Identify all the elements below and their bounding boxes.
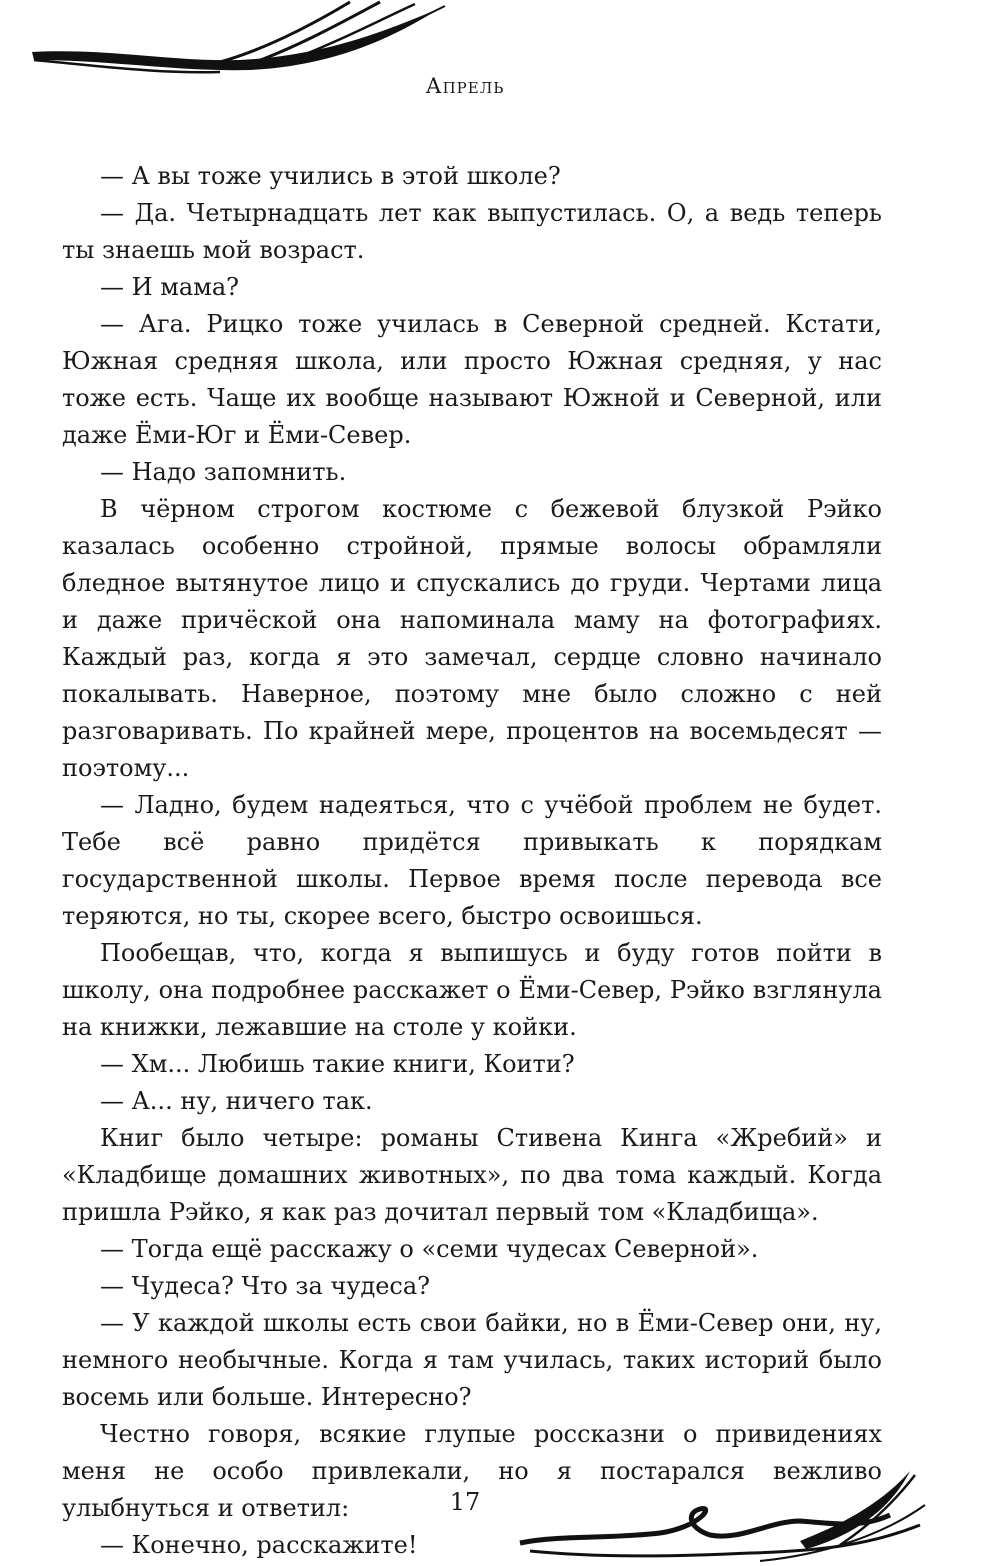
paragraph: — Хм... Любишь такие книги, Коити? — [100, 1050, 575, 1078]
paragraph: — А... ну, ничего так. — [100, 1087, 373, 1115]
paragraph: — Ага. Рицко тоже училась в Северной средней. Кстати, Южная средняя школа, или просто Южная средняя, у нас тоже есть. Чаще их вообще называют Южной и Северной, или даже Ёми-Юг и Ёми-Север. — [62, 310, 882, 449]
paragraph: — Тогда ещё расскажу о «семи чудесах Северной». — [100, 1235, 759, 1263]
paragraph: — Конечно, расскажите! — [100, 1531, 418, 1559]
paragraph: Честно говоря, всякие глупые россказни о привидениях меня не особо привлекали, но я постарался вежливо улыбнуться и ответил: — [62, 1420, 882, 1522]
paragraph: Книг было четыре: романы Стивена Кинга «Жребий» и «Кладбище домашних животных», по два тома каждый. Когда пришла Рэйко, я как раз дочитал первый том «Кладбища». — [62, 1124, 882, 1226]
paragraph: — И мама? — [100, 273, 240, 301]
paragraph: — Да. Четырнадцать лет как выпустилась. О, а ведь теперь ты знаешь мой возраст. — [62, 199, 882, 264]
top-flourish-ornament — [20, 0, 480, 80]
paragraph: — Надо запомнить. — [100, 458, 347, 486]
body-text — [62, 158, 882, 1564]
bottom-flourish-ornament — [500, 1465, 930, 1566]
paragraph: — А вы тоже учились в этой школе? — [100, 162, 561, 190]
paragraph: — Чудеса? Что за чудеса? — [100, 1272, 431, 1300]
paragraph: Пообещав, что, когда я выпишусь и буду готов пойти в школу, она подробнее расскажет о Ёми-Север, Рэйко взглянула на книжки, лежавшие на столе у койки. — [62, 939, 882, 1041]
running-title: Апрель — [425, 74, 505, 98]
paragraph: — У каждой школы есть свои байки, но в Ёми-Север они, ну, немного необычные. Когда я там училась, таких историй было восемь или больше. Интересно? — [62, 1309, 882, 1411]
paragraph: — Ладно, будем надеяться, что с учёбой проблем не будет. Тебе всё равно придётся привыкать к порядкам государственной школы. Первое время после перевода все теряются, но ты, скорее всего, быстро освоишься. — [62, 791, 882, 930]
page-number: 17 — [449, 1488, 481, 1516]
paragraph: В чёрном строгом костюме с бежевой блузкой Рэйко казалась особенно стройной, прямые волосы обрамляли бледное вытянутое лицо и спускались до груди. Чертами лица и даже причёской она напоминала маму на фотографиях. Каждый раз, когда я это замечал, сердце словно начинало покалывать. Наверное, поэтому мне было сложно с ней разговаривать. По крайней мере, процентов на восемьдесят — поэтому... — [62, 495, 882, 782]
